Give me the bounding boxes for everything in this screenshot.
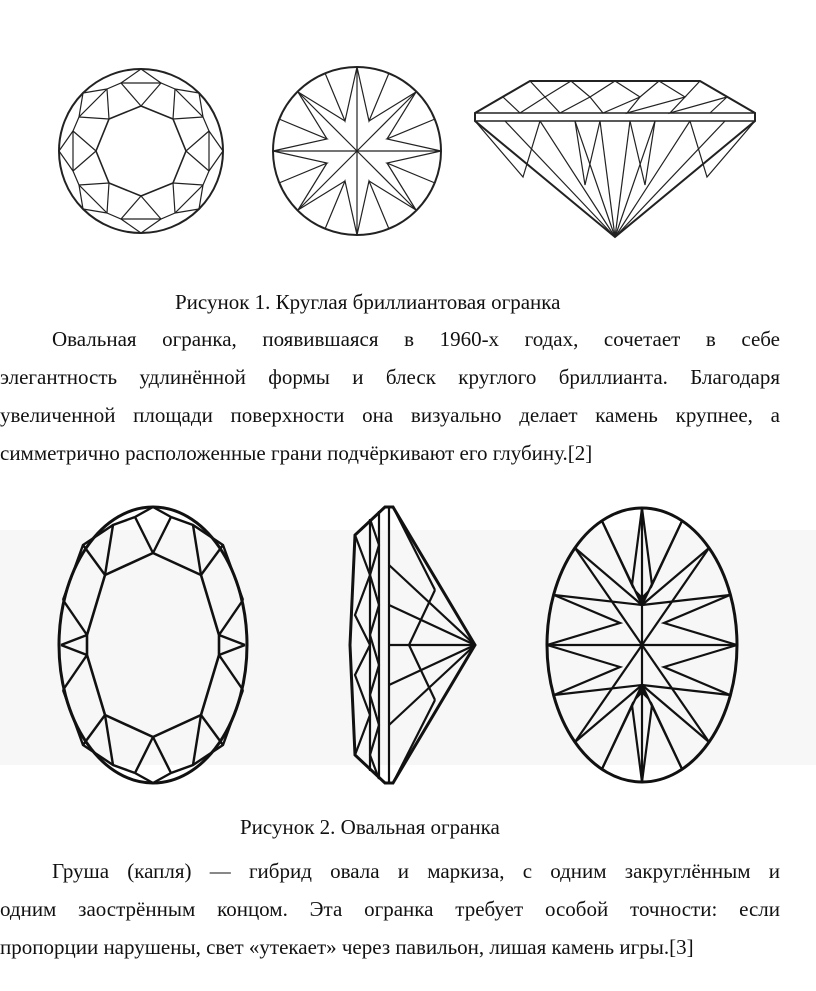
- paragraph-line: увеличенной площади поверхности она визуально делает камень крупнее, а: [0, 403, 780, 427]
- oval-crown-top-view: [59, 507, 247, 783]
- paragraph-oval-cut: [0, 320, 780, 472]
- oval-side-profile: [350, 507, 475, 783]
- oval-pavilion-bottom-view: [547, 508, 737, 782]
- round-crown-top-view: [59, 69, 223, 233]
- figure-1: [55, 65, 775, 245]
- figure-1-caption: Рисунок 1. Круглая бриллиантовая огранка: [175, 290, 561, 314]
- figure-2-caption: Рисунок 2. Овальная огранка: [240, 815, 500, 839]
- round-pavilion-bottom-view: [273, 67, 441, 235]
- paragraph-line: симметрично расположенные грани подчёркивают его глубину.[2]: [0, 441, 593, 465]
- round-side-profile: [475, 81, 755, 237]
- paragraph-line: пропорции нарушены, свет «утекает» через павильон, лишая камень игры.[3]: [0, 935, 694, 959]
- paragraph-pear-cut: [0, 852, 780, 966]
- paragraph-line: элегантность удлинённой формы и блеск круглого бриллианта. Благодаря: [0, 365, 780, 389]
- paragraph-line: одним заострённым концом. Эта огранка требует особой точности: если: [0, 897, 780, 921]
- figure-2: [55, 505, 755, 795]
- paragraph-line: Овальная огранка, появившаяся в 1960-х годах, сочетает в себе: [52, 327, 780, 351]
- paragraph-line: Груша (капля) — гибрид овала и маркиза, с одним закруглённым и: [52, 859, 780, 883]
